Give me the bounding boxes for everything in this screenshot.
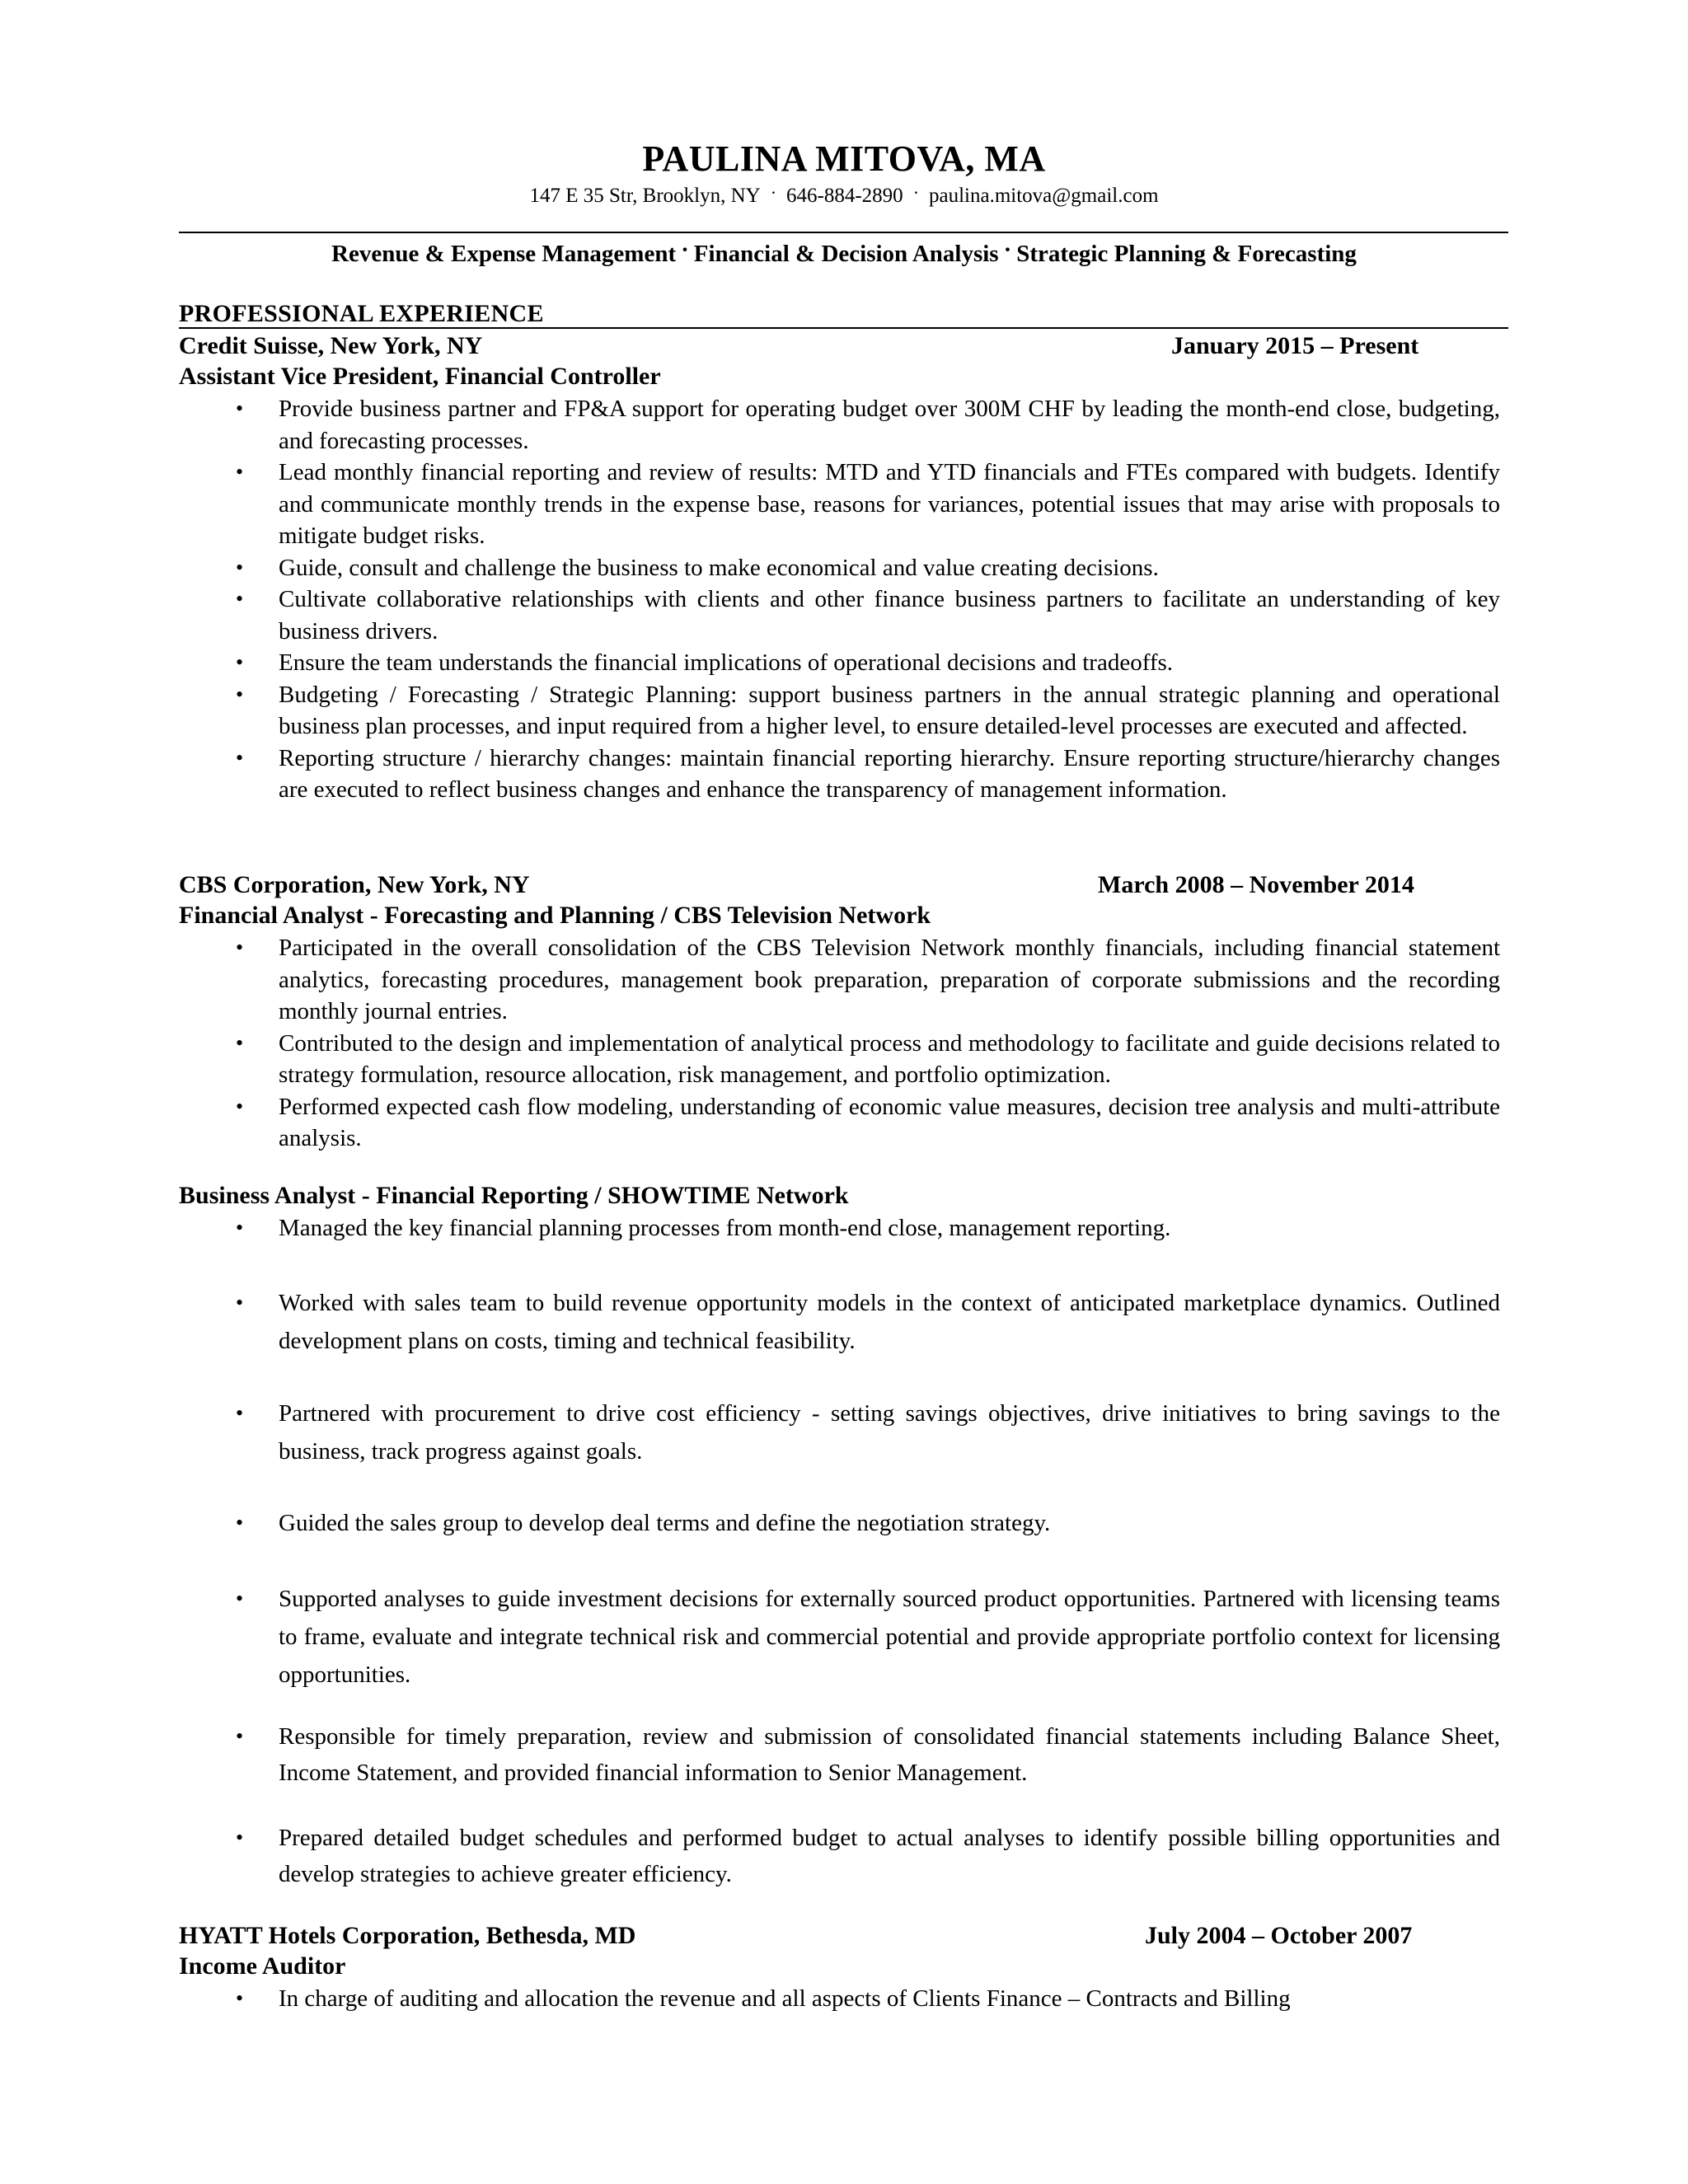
- job-bullets: [236, 1504, 1500, 1542]
- bullet-text: Prepared detailed budget schedules and performed budget to actual analyses to identify possible billing opportunities and develop strategies to achieve greater efficiency.: [279, 1825, 1500, 1887]
- bullet-icon: •: [236, 1291, 244, 1315]
- bullet-icon: •: [236, 1986, 244, 2010]
- bullet-icon: •: [236, 1401, 244, 1425]
- list-item: [236, 393, 1500, 457]
- bullet-icon: •: [236, 460, 244, 484]
- bullet-text: Responsible for timely preparation, review and submission of consolidated financial statements including Balance Sheet, Income Statement, and provided financial information to Senior Management.: [279, 1723, 1500, 1786]
- list-item: [236, 583, 1500, 647]
- bullet-icon: •: [236, 1030, 244, 1055]
- job-dates: March 2008 – November 2014: [1098, 871, 1414, 898]
- section-divider: [179, 327, 1508, 329]
- phone: 646-884-2890: [786, 185, 903, 207]
- separator-dot: ·: [681, 237, 689, 263]
- section-title: PROFESSIONAL EXPERIENCE: [179, 300, 544, 327]
- list-item: [236, 457, 1500, 552]
- bullet-text: Lead monthly financial reporting and review of results: MTD and YTD financials and FTEs compared with budgets. Identify and communicate monthly trends in the expense base, reasons for variances, potential issues that may arise with proposals to mitigate budget risks.: [279, 459, 1500, 549]
- bullet-icon: •: [236, 745, 244, 770]
- job-bullets: [236, 1284, 1500, 1360]
- list-item: [236, 1091, 1500, 1155]
- job-title: Income Auditor: [179, 1952, 346, 1980]
- separator-dot: ·: [770, 182, 777, 203]
- job-bullets: [236, 1394, 1500, 1470]
- header-divider: [179, 232, 1508, 233]
- job-title: Financial Analyst - Forecasting and Planning / CBS Television Network: [179, 902, 931, 929]
- job-bullets: [236, 393, 1500, 806]
- bullet-icon: •: [236, 1724, 244, 1748]
- job-title: Assistant Vice President, Financial Controller: [179, 363, 661, 390]
- job-company: HYATT Hotels Corporation, Bethesda, MD: [179, 1922, 636, 1949]
- job-bullets: [236, 1580, 1500, 1694]
- list-item: [236, 679, 1500, 743]
- bullet-icon: •: [236, 1825, 244, 1849]
- tagline-item: Financial & Decision Analysis: [693, 241, 999, 267]
- list-item: [236, 647, 1500, 679]
- bullet-text: Worked with sales team to build revenue opportunity models in the context of anticipated marketplace dynamics. Outlined development plans on costs, timing and technical feasibility.: [279, 1290, 1500, 1354]
- tagline-item: Strategic Planning & Forecasting: [1016, 241, 1357, 267]
- bullet-icon: •: [236, 587, 244, 611]
- job-bullets: [236, 1820, 1500, 1892]
- job-bullets: [236, 1718, 1500, 1791]
- job-bullets: [236, 1212, 1500, 1244]
- bullet-icon: •: [236, 1094, 244, 1118]
- list-item: [236, 1212, 1500, 1244]
- bullet-icon: •: [236, 1511, 244, 1535]
- list-item: [236, 1820, 1500, 1892]
- bullet-text: Performed expected cash flow modeling, understanding of economic value measures, decision tree analysis and multi-attribute analysis.: [279, 1093, 1500, 1151]
- list-item: [236, 1028, 1500, 1091]
- separator-dot: ·: [912, 182, 920, 203]
- bullet-icon: •: [236, 396, 244, 420]
- bullet-text: Reporting structure / hierarchy changes: maintain financial reporting hierarchy. Ensure reporting structure/hierarchy changes are executed to reflect business changes and enhance the transparency of management information.: [279, 744, 1500, 803]
- bullet-text: Managed the key financial planning processes from month-end close, management reporting.: [279, 1215, 1171, 1241]
- list-item: [236, 1580, 1500, 1694]
- job-title: Business Analyst - Financial Reporting / SHOWTIME Network: [179, 1182, 849, 1209]
- bullet-icon: •: [236, 650, 244, 674]
- bullet-text: Contributed to the design and implementation of analytical process and methodology to facilitate and guide decisions related to strategy formulation, resource allocation, risk management, and portfolio optimization.: [279, 1029, 1500, 1088]
- job-company: CBS Corporation, New York, NY: [179, 871, 530, 898]
- list-item: [236, 932, 1500, 1028]
- list-item: [236, 743, 1500, 806]
- list-item: [236, 1504, 1500, 1542]
- skills-tagline: [0, 239, 1688, 269]
- bullet-text: Budgeting / Forecasting / Strategic Planning: support business partners in the annual strategic planning and operational business plan processes, and input required from a higher level, to ensure detailed-level processes are executed and affected.: [279, 681, 1500, 739]
- bullet-icon: •: [236, 1586, 244, 1610]
- job-bullets: [236, 932, 1500, 1155]
- list-item: [236, 1394, 1500, 1470]
- list-item: [236, 1284, 1500, 1360]
- bullet-icon: •: [236, 555, 244, 579]
- list-item: [236, 1983, 1500, 2015]
- bullet-text: Guide, consult and challenge the business to make economical and value creating decisions.: [279, 554, 1159, 581]
- candidate-name: PAULINA MITOVA, MA: [642, 138, 1046, 179]
- job-dates: January 2015 – Present: [1171, 332, 1419, 359]
- bullet-icon: •: [236, 1216, 244, 1240]
- bullet-text: Participated in the overall consolidation of the CBS Television Network monthly financials, including financial statement analytics, forecasting procedures, management book preparation, preparation of corporate submissions and the recording monthly journal entries.: [279, 935, 1500, 1024]
- bullet-text: Partnered with procurement to drive cost efficiency - setting savings objectives, drive initiatives to bring savings to the business, track progress against goals.: [279, 1400, 1500, 1465]
- contact-line: [0, 183, 1688, 209]
- bullet-text: Ensure the team understands the financial implications of operational decisions and tradeoffs.: [279, 649, 1174, 676]
- list-item: [236, 1718, 1500, 1791]
- bullet-text: Cultivate collaborative relationships with clients and other finance business partners to facilitate an understanding of key business drivers.: [279, 586, 1500, 644]
- job-dates: July 2004 – October 2007: [1145, 1922, 1413, 1949]
- job-company: Credit Suisse, New York, NY: [179, 332, 483, 359]
- bullet-text: Supported analyses to guide investment decisions for externally sourced product opportunities. Partnered with licensing teams to frame, evaluate and integrate technical risk and commercial potential and provide appropriate portfolio context for licensing opportunities.: [279, 1586, 1500, 1688]
- email: paulina.mitova@gmail.com: [929, 185, 1159, 207]
- list-item: [236, 552, 1500, 584]
- tagline-item: Revenue & Expense Management: [331, 241, 677, 267]
- bullet-text: Provide business partner and FP&A support for operating budget over 300M CHF by leading the month-end close, budgeting, and forecasting processes.: [279, 396, 1500, 454]
- job-bullets: [236, 1983, 1500, 2015]
- separator-dot: ·: [1003, 237, 1012, 263]
- bullet-text: In charge of auditing and allocation the revenue and all aspects of Clients Finance – Contracts and Billing: [279, 1985, 1291, 2012]
- bullet-icon: •: [236, 935, 244, 959]
- address: 147 E 35 Str, Brooklyn, NY: [529, 185, 761, 207]
- bullet-icon: •: [236, 682, 244, 706]
- bullet-text: Guided the sales group to develop deal terms and define the negotiation strategy.: [279, 1510, 1051, 1536]
